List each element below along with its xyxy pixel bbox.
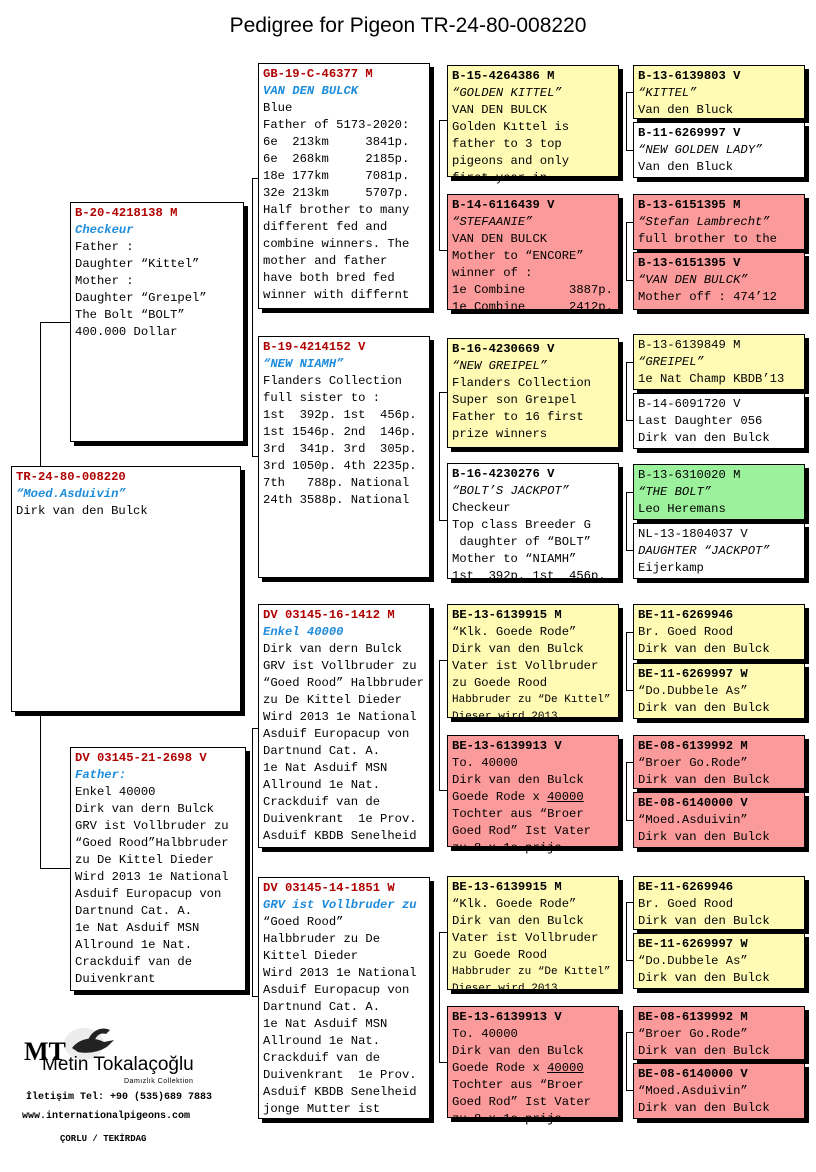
card-line: “Broer Go.Rode”: [638, 756, 748, 770]
card-line: “KITTEL”: [638, 86, 697, 100]
card-line: “Do.Dubbele As”: [638, 684, 748, 698]
card-line: zu Goede Rood: [452, 948, 548, 962]
connector-line: [439, 932, 440, 1062]
card-line: 3rd 1050p. 4th 2235p.: [263, 459, 417, 473]
connector-line: [626, 1090, 633, 1091]
card-line: mother and father: [263, 254, 388, 268]
connector-line: [439, 250, 447, 251]
connector-line: [439, 660, 440, 790]
connector-line: [626, 222, 633, 223]
card-line: Duivenkrant 1e Prov.: [263, 1068, 417, 1082]
card-line: Asduif Europacup von: [263, 983, 410, 997]
connector-line: [439, 932, 447, 933]
pigeon-id: NL-13-1804037 V: [638, 527, 748, 541]
card-line: “Goed Rood”: [263, 915, 344, 929]
pigeon-id: B-15-4264386 M: [452, 69, 555, 83]
card-line: Wird 2013 1e National: [263, 966, 417, 980]
card-line: 6e 213km 3841p.: [263, 135, 410, 149]
card-line: Last Daughter 056: [638, 414, 763, 428]
ggg-card: [633, 1006, 805, 1060]
ggg-card: [633, 122, 805, 178]
pigeon-name: GRV ist Vollbruder zu: [263, 898, 417, 912]
card-line: Flanders Collection: [263, 374, 402, 388]
contact-phone: İletişim Tel: +90 (535)689 7883: [26, 1092, 213, 1103]
pigeon-id: DV 03145-16-1412 M: [263, 608, 395, 622]
ggg-card: [633, 604, 805, 660]
ggg-card: [633, 464, 805, 520]
card-line: Habbruder zu “De Kıttel”: [452, 694, 611, 706]
connector-line: [626, 902, 627, 960]
pigeon-id: TR-24-80-008220: [16, 470, 126, 484]
pigeon-id: BE-13-6139915 M: [452, 608, 562, 622]
pigeon-id: B-11-6269997 V: [638, 126, 741, 140]
pigeon-id: BE-08-6139992 M: [638, 1010, 748, 1024]
card-line: Dirk van den Bulck: [638, 1044, 770, 1058]
logo-mark: MT: [24, 1037, 66, 1066]
card-line: zu De Kittel Dieder: [263, 693, 402, 707]
pigeon-id: B-13-6139803 V: [638, 69, 741, 83]
card-line: prize winners: [452, 427, 548, 441]
card-line: “Goed Rood”Halbbruder: [75, 836, 229, 850]
breeder-logo-block: [18, 1018, 248, 1158]
card-line: Dieser wird 2013: [452, 711, 558, 723]
card-line: Goede Rode x 40000: [452, 1061, 584, 1075]
card-line: combine winners. The: [263, 237, 410, 251]
card-line: Crackduif van de: [263, 795, 381, 809]
great-grandparent-card: [447, 876, 619, 995]
dam-card: [70, 747, 246, 991]
card-line: 1e Nat Champ KBDB’13: [638, 372, 785, 386]
pigeon-id: BE-13-6139915 M: [452, 880, 562, 894]
pigeon-name: “NEW NIAMH”: [263, 357, 344, 371]
ggg-card: [633, 1063, 805, 1119]
connector-line: [439, 520, 447, 521]
grandparent-card: [258, 63, 430, 309]
connector-line: [439, 660, 447, 661]
card-line: “Klk. Goede Rode”: [452, 625, 577, 639]
card-line: “Stefan Lambrecht”: [638, 215, 770, 229]
connector-line: [626, 280, 633, 281]
company-name: Metin Tokalaçoğlu: [42, 1054, 194, 1075]
card-line: Dirk van den Bulck: [452, 914, 584, 928]
ggg-card: [633, 194, 805, 250]
connector-line: [40, 322, 70, 323]
connector-line: [439, 120, 440, 250]
card-line: 7th 788p. National: [263, 476, 410, 490]
card-line: 1st 392p. 1st 456p.: [263, 408, 417, 422]
card-line: Dirk van den Bulck: [638, 431, 770, 445]
pigeon-id: B-14-6116439 V: [452, 198, 555, 212]
pigeon-name: “NEW GREIPEL”: [452, 359, 548, 373]
grandparent-card: [258, 604, 430, 848]
card-line: “VAN DEN BULCK”: [638, 273, 748, 287]
card-line: Golden Kıttel is: [452, 120, 570, 134]
pigeon-id: DV 03145-21-2698 V: [75, 751, 207, 765]
connector-line: [40, 712, 41, 868]
pigeon-name: Father:: [75, 768, 127, 782]
pigeon-id: B-13-6139849 M: [638, 338, 741, 352]
card-line: Super son Greıpel: [452, 393, 577, 407]
card-line: Tochter aus “Broer: [452, 807, 584, 821]
card-line: “GREIPEL”: [638, 355, 704, 369]
connector-line: [626, 222, 627, 280]
card-line: Allround 1e Nat.: [263, 778, 381, 792]
card-line: Van den Bluck: [638, 160, 734, 174]
pigeon-id: B-14-6091720 V: [638, 397, 741, 411]
connector-line: [626, 632, 627, 690]
card-line: Daughter “Greıpel”: [75, 291, 207, 305]
grandparent-card: [258, 336, 430, 578]
pigeon-id: BE-08-6140000 V: [638, 1067, 748, 1081]
card-line: Daughter “Kittel”: [75, 257, 200, 271]
card-line: 3rd 341p. 3rd 305p.: [263, 442, 417, 456]
card-line: Father of 5173-2020:: [263, 118, 410, 132]
card-line: father to 3 top: [452, 137, 562, 151]
great-grandparent-card: [447, 735, 619, 855]
card-line: 1st 1546p. 2nd 146p.: [263, 425, 417, 439]
card-line: Van den Bluck: [638, 103, 734, 117]
card-line: Dirk van den Bulck: [452, 1044, 584, 1058]
card-line: Goed Rod” Ist Vater: [452, 824, 591, 838]
pigeon-id: BE-08-6139992 M: [638, 739, 748, 753]
pigeon-id: B-20-4218138 M: [75, 206, 178, 220]
card-line: Dirk van den Bulck: [638, 830, 770, 844]
card-line: GRV ist Vollbruder zu: [263, 659, 417, 673]
card-line: Crackduif van de: [75, 955, 193, 969]
card-line: 1e Combine 2412p.: [452, 300, 613, 314]
card-line: zu Goede Rood: [452, 676, 548, 690]
ggg-card: [633, 933, 805, 989]
card-line: Dirk van den Bulck: [638, 1101, 770, 1115]
connector-line: [439, 392, 447, 393]
card-line: Dieser wird 2013: [452, 983, 558, 995]
connector-line: [626, 362, 633, 363]
card-line: “Klk. Goede Rode”: [452, 897, 577, 911]
card-line: Half brother to many: [263, 203, 410, 217]
card-line: Dirk van dern Bulck: [263, 642, 402, 656]
pigeon-name: VAN DEN BULCK: [263, 84, 359, 98]
card-line: 1e Nat Asduif MSN: [263, 761, 388, 775]
card-line: Father to 16 first: [452, 410, 584, 424]
connector-line: [626, 902, 633, 903]
card-line: GRV ist Vollbruder zu: [75, 819, 229, 833]
card-line: Asduif Europacup von: [263, 727, 410, 741]
page-title: Pedigree for Pigeon TR-24-80-008220: [229, 14, 587, 37]
sire-card: [70, 202, 244, 442]
card-line: daughter of “BOLT”: [452, 535, 591, 549]
card-line: Dirk van den Bulck: [638, 773, 770, 787]
card-line: Dirk van den Bulck: [452, 642, 584, 656]
pigeon-name: Checkeur: [75, 223, 134, 237]
pigeon-id: BE-11-6269997 W: [638, 937, 748, 951]
card-line: Dirk van den Bulck: [638, 701, 770, 715]
connector-line: [626, 762, 633, 763]
card-line: Blue: [263, 101, 293, 115]
connector-line: [439, 790, 447, 791]
connector-line: [252, 178, 253, 456]
location: ÇORLU / TEKİRDAG: [60, 1134, 147, 1144]
pigeon-id: BE-08-6140000 V: [638, 796, 748, 810]
pigeon-id: B-16-4230276 V: [452, 467, 555, 481]
card-line: zu 8 x 1e prijs: [452, 1112, 562, 1126]
card-line: Enkel 40000: [75, 785, 156, 799]
card-line: Father :: [75, 240, 134, 254]
pigeon-id: BE-13-6139913 V: [452, 1010, 562, 1024]
connector-line: [626, 1032, 633, 1033]
card-line: Checkeur: [452, 501, 511, 515]
great-grandparent-card: [447, 65, 619, 185]
connector-line: [439, 120, 447, 121]
card-line: jonge Mutter ist: [263, 1102, 381, 1116]
card-line: Dartnund Cat. A.: [263, 1000, 381, 1014]
pigeon-id: B-13-6151395 M: [638, 198, 741, 212]
pigeon-id: B-13-6310020 M: [638, 468, 741, 482]
ggg-card: [633, 252, 805, 310]
great-grandparent-card: [447, 1006, 619, 1126]
card-line: Dartnund Cat. A.: [263, 744, 381, 758]
card-line: Tochter aus “Broer: [452, 1078, 584, 1092]
ggg-card: [633, 792, 805, 848]
card-line: 24th 3588p. National: [263, 493, 410, 507]
card-line: Mother to “ENCORE”: [452, 249, 584, 263]
card-line: Leo Heremans: [638, 502, 726, 516]
card-line: Dirk van den Bulck: [638, 971, 770, 985]
ggg-card: [633, 663, 805, 719]
card-line: Br. Goed Rood: [638, 897, 734, 911]
card-line: have both bred fed: [263, 271, 395, 285]
grandparent-card: [258, 877, 430, 1119]
pigeon-id: B-16-4230669 V: [452, 342, 555, 356]
card-line: different fed and: [263, 220, 388, 234]
card-line: Dirk van dern Bulck: [75, 802, 214, 816]
card-line: Mother to “NIAMH”: [452, 552, 577, 566]
card-line: 1e Nat Asduif MSN: [263, 1017, 388, 1031]
card-line: 1e Nat Asduif MSN: [75, 921, 200, 935]
pigeon-id: GB-19-C-46377 M: [263, 67, 373, 81]
connector-line: [40, 868, 70, 869]
card-line: Duivenkrant 1e Prov.: [263, 812, 417, 826]
ggg-card: [633, 735, 805, 789]
pigeon-name: “BOLT’S JACKPOT”: [452, 484, 570, 498]
connector-line: [626, 92, 627, 150]
card-line: “THE BOLT”: [638, 485, 712, 499]
great-grandparent-card: [447, 463, 619, 583]
card-line: Allround 1e Nat.: [263, 1034, 381, 1048]
card-line: 1st 392p. 1st 456p.: [452, 569, 606, 583]
ggg-card: [633, 523, 805, 579]
card-line: To. 40000: [452, 756, 518, 770]
connector-line: [626, 92, 633, 93]
great-grandparent-card: [447, 604, 619, 723]
card-line: “Moed.Asduivin”: [638, 813, 748, 827]
website: www.internationalpigeons.com: [22, 1111, 191, 1122]
card-line: Eijerkamp: [638, 561, 704, 575]
card-line: DAUGHTER “JACKPOT”: [638, 544, 770, 558]
connector-line: [626, 690, 633, 691]
card-line: Goed Rod” Ist Vater: [452, 1095, 591, 1109]
pigeon-id: B-19-4214152 V: [263, 340, 366, 354]
card-line: 32e 213km 5707p.: [263, 186, 410, 200]
card-line: Asduif KBDB Senelheid: [263, 1085, 417, 1099]
card-line: “Do.Dubbele As”: [638, 954, 748, 968]
card-line: Goede Rode x 40000: [452, 790, 584, 804]
card-line: Mother :: [75, 274, 134, 288]
pigeon-name: “Moed.Asduivin”: [16, 487, 126, 501]
pigeon-id: BE-13-6139913 V: [452, 739, 562, 753]
card-line: “Goed Rood” Halbbruder: [263, 676, 424, 690]
card-line: 18e 177km 7081p.: [263, 169, 410, 183]
ggg-card: [633, 393, 805, 449]
pigeon-name: “GOLDEN KITTEL”: [452, 86, 562, 100]
connector-line: [626, 632, 633, 633]
connector-line: [40, 322, 41, 466]
card-line: zu De Kittel Dieder: [75, 853, 214, 867]
card-line: full brother to the: [638, 232, 777, 246]
card-line: Wird 2013 1e National: [75, 870, 229, 884]
card-line: “NEW GOLDEN LADY”: [638, 143, 763, 157]
card-line: winner with differnt: [263, 288, 410, 302]
connector-line: [252, 728, 253, 996]
pigeon-id: BE-11-6269997 W: [638, 667, 748, 681]
connector-line: [626, 492, 633, 493]
card-line: Vater ist Vollbruder: [452, 931, 599, 945]
card-line: Dirk van den Bulck: [452, 773, 584, 787]
ggg-card: [633, 334, 805, 390]
pigeon-id: DV 03145-14-1851 W: [263, 881, 395, 895]
card-line: Flanders Collection: [452, 376, 591, 390]
card-line: first year in: [452, 171, 548, 185]
connector-line: [626, 362, 627, 420]
connector-line: [626, 150, 633, 151]
connector-line: [626, 820, 633, 821]
ggg-card: [633, 876, 805, 930]
connector-line: [626, 960, 633, 961]
card-line: “Moed.Asduivin”: [638, 1084, 748, 1098]
card-line: Top class Breeder G: [452, 518, 591, 532]
card-line: Br. Goed Rood: [638, 625, 734, 639]
card-line: Crackduif van de: [263, 1051, 381, 1065]
card-line: Dartnund Cat. A.: [75, 904, 193, 918]
card-line: 6e 268km 2185p.: [263, 152, 410, 166]
card-line: Halbbruder zu De: [263, 932, 381, 946]
card-line: pigeons and only: [452, 154, 570, 168]
card-line: 400.000 Dollar: [75, 325, 178, 339]
card-line: The Bolt “BOLT”: [75, 308, 185, 322]
card-line: “Broer Go.Rode”: [638, 1027, 748, 1041]
card-line: Wird 2013 1e National: [263, 710, 417, 724]
connector-line: [626, 420, 633, 421]
card-line: Asduif Europacup von: [75, 887, 222, 901]
card-line: Duivenkrant: [75, 972, 156, 986]
card-line: full sister to :: [263, 391, 381, 405]
connector-line: [626, 550, 633, 551]
connector-line: [626, 492, 627, 550]
card-line: zu 8 x 1e prijs: [452, 841, 562, 855]
connector-line: [439, 392, 440, 520]
card-line: VAN DEN BULCK: [452, 103, 548, 117]
card-line: Dirk van den Bulck: [16, 504, 148, 518]
card-line: Vater ist Vollbruder: [452, 659, 599, 673]
pigeon-name: “STEFAANIE”: [452, 215, 533, 229]
company-tagline: Damızlık Collektion: [124, 1078, 194, 1085]
connector-line: [626, 762, 627, 820]
card-line: Mother off : 474’12: [638, 290, 777, 304]
connector-line: [439, 1062, 447, 1063]
great-grandparent-card: [447, 194, 619, 314]
connector-line: [626, 1032, 627, 1090]
card-line: Dirk van den Bulck: [638, 642, 770, 656]
subject-card: [11, 466, 241, 712]
card-line: Habbruder zu “De Kıttel”: [452, 966, 611, 978]
pigeon-name: Enkel 40000: [263, 625, 344, 639]
card-line: Allround 1e Nat.: [75, 938, 193, 952]
card-line: To. 40000: [452, 1027, 518, 1041]
ggg-card: [633, 65, 805, 119]
card-line: Asduif KBDB Senelheid: [263, 829, 417, 843]
card-line: 1e Combine 3887p.: [452, 283, 613, 297]
great-grandparent-card: [447, 338, 619, 448]
card-line: VAN DEN BULCK: [452, 232, 548, 246]
pigeon-id: BE-11-6269946: [638, 880, 734, 894]
card-line: winner of :: [452, 266, 533, 280]
pigeon-id: BE-11-6269946: [638, 608, 734, 622]
card-line: Kittel Dieder: [263, 949, 359, 963]
card-line: Dirk van den Bulck: [638, 914, 770, 928]
pigeon-id: B-13-6151395 V: [638, 256, 741, 270]
